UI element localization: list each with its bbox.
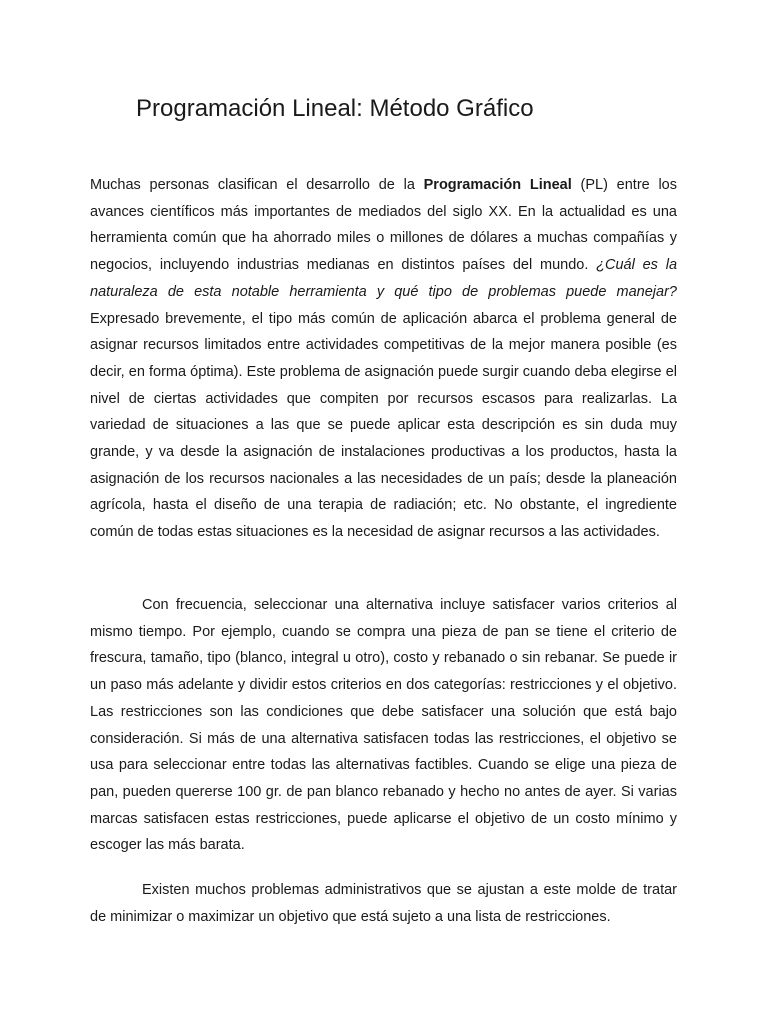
paragraph-1-question: ¿Cuál es la naturaleza de esta notable herramienta y qué tipo de problemas puede manejar? (90, 257, 678, 300)
paragraph-3: Existen muchos problemas administrativos que se ajustan a este molde de tratar de minimizar o maximizar un objetivo que está sujeto a una lista de restricciones. (90, 882, 677, 925)
paragraph-2: Con frecuencia, seleccionar una alternativa incluye satisfacer varios criterios al mismo tiempo. Por ejemplo, cuando se compra una pieza de pan se tiene el criterio de frescura, tamaño, tipo (blanco, integral u otro), costo y rebanado o sin rebanar. Se puede ir un paso más adelante y dividir estos criterios en dos categorías: restricciones y el objetivo. Las restricciones son las condiciones que debe satisfacer una solución que está bajo consideración. Si más de una alternativa satisfacen todas las restricciones, el objetivo se usa para seleccionar entre todas las alternativas factibles. Cuando se elige una pieza de pan, pueden quererse 100 gr. de pan blanco rebanado y hecho no antes de ayer. Si varias marcas satisfacen estas restricciones, puede aplicarse el objetivo de un costo mínimo y escoger las más barata. (90, 597, 677, 854)
paragraph-1-text: (PL) entre los avances científicos más importantes de mediados del siglo XX. En la actualidad es una herramienta común que ha ahorrado miles o millones de dólares a muchas compañías y negocios, incluyendo industrias medianas en distintos países del mundo. (90, 177, 677, 274)
paragraph-1-intro: Muchas personas clasifican el desarrollo de la (90, 177, 424, 193)
paragraph-1-bold-term: Programación Lineal (423, 177, 572, 193)
paragraph-1-continuation: Expresado brevemente, el tipo más común de aplicación abarca el problema general de asignar recursos limitados entre actividades competitivas de la mejor manera posible (es decir, en forma óptima). Este problema de asignación puede surgir cuando deba elegirse el nivel de ciertas actividades que compiten por recursos escasos para realizarlas. La variedad de situaciones a las que se puede aplicar esta descripción es sin duda muy grande, y va desde la asignación de instalaciones productivas a los productos, hasta la asignación de los recursos nacionales a las necesidades de un país; desde la planeación agrícola, hasta el diseño de una terapia de radiación; etc. No obstante, el ingrediente común de todas estas situaciones es la necesidad de asignar recursos a las actividades. (90, 310, 677, 541)
paragraph-1 (90, 172, 677, 546)
document-title: Programación Lineal: Método Gráfico (136, 95, 534, 122)
